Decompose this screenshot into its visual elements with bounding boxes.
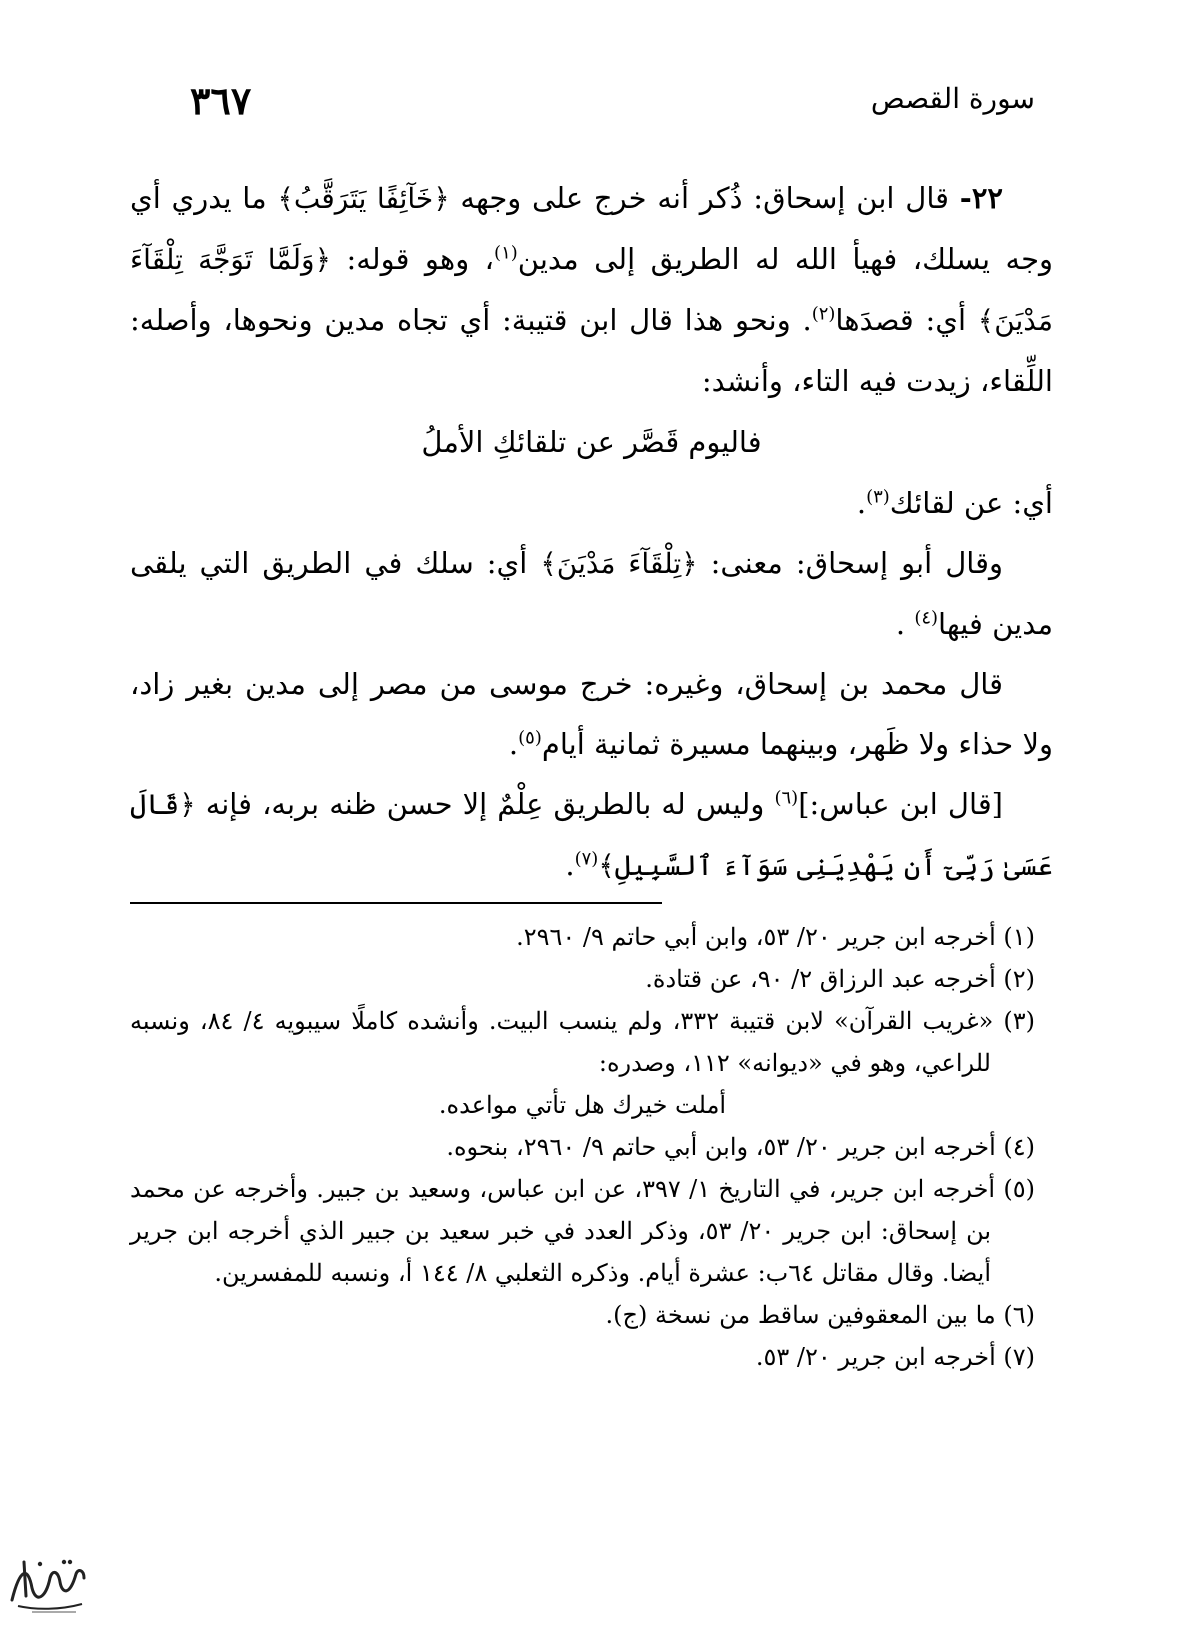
quran-quote: ﴿وَلَمَّا تَوَجَّهَ تِلْقَآءَ مَدْيَنَ﴾ xyxy=(130,243,1053,337)
poetry-verse: فاليوم قَصَّر عن تلقائكِ الأملُ xyxy=(421,425,762,459)
text-run: . ونحو هذا قال ابن قتيبة: أي تجاه مدين ونحوها، وأصله: اللِّقاء، زيدت فيه التاء، وأنشد: xyxy=(130,303,1053,398)
paragraph xyxy=(130,473,1053,533)
paragraph xyxy=(130,533,1053,654)
main-text xyxy=(130,168,1053,896)
quran-quote: ﴿خَآئِفًا يَتَرَقَّبُ﴾ xyxy=(277,182,450,215)
page-number: ٣٦٧ xyxy=(190,78,252,123)
footnote-ref-3: (٣) xyxy=(866,486,890,508)
footnote-2: (٢) أخرجه عبد الرزاق ٢/ ٩٠، عن قتادة. xyxy=(645,965,1035,993)
footnote-divider xyxy=(130,902,662,904)
footnote-5: (٥) أخرجه ابن جرير، في التاريخ ١/ ٣٩٧، عن ابن عباس، وسعيد بن جبير. وأخرجه عن محمد بن إسحاق: ابن جرير ٢٠/ ٥٣، وذكر العدد في خبر سعيد بن جبير الذي أخرجه ابن جرير أيضا. وقال مقاتل ٦٤ب: عشرة أيام. وذكره الثعلبي ٨/ ١٤٤ أ، ونسبه للمفسرين. xyxy=(130,1175,1035,1287)
text-run: . xyxy=(856,486,867,520)
text-run: وليس له بالطريق عِلْمٌ إلا حسن ظنه بربه، فإنه xyxy=(195,787,775,821)
text-run: قال محمد بن إسحاق، وغيره: خرج موسى من مصر إلى مدين بغير زاد، ولا حذاء ولا ظَهر، وبينهما مسيرة ثمانية أيام xyxy=(130,667,1053,761)
text-run: . xyxy=(895,607,915,641)
footnote-ref-2: (٢) xyxy=(811,303,836,325)
footnote-6: (٦) ما بين المعقوفين ساقط من نسخة (ج). xyxy=(605,1301,1035,1329)
footnote-4: (٤) أخرجه ابن جرير ٢٠/ ٥٣، وابن أبي حاتم ٩/ ٢٩٦٠، بنحوه. xyxy=(446,1133,1035,1161)
text-run: . xyxy=(508,727,519,761)
footnote-ref-1: (١) xyxy=(494,242,518,264)
footnote-7: (٧) أخرجه ابن جرير ٢٠/ ٥٣. xyxy=(755,1343,1035,1371)
text-run: [قال ابن عباس:] xyxy=(798,787,1004,821)
paragraph xyxy=(130,774,1053,896)
text-run: . xyxy=(565,848,575,882)
footnote-ref-5: (٥) xyxy=(518,727,542,749)
paragraph-22 xyxy=(130,168,1053,411)
footnote-3: (٣) «غريب القرآن» لابن قتيبة ٣٣٢، ولم ينسب البيت. وأنشده كاملًا سيبويه ٤/ ٨٤، ونسبه للراعي، وهو في «ديوانه» ١١٢، وصدره: xyxy=(130,1007,1035,1077)
text-run: ما يدري أي وجه يسلك، فهيأ الله له الطريق إلى مدين xyxy=(130,181,1054,276)
logo-graphic xyxy=(6,1548,90,1618)
text-run: أي: سلك في الطريق التي يلقى مدين فيها xyxy=(130,546,1053,641)
page-header xyxy=(150,78,1035,132)
verse-number: ٢٢- xyxy=(959,181,1003,215)
footnote-3-verse: أملت خيرك هل تأتي مواعده. xyxy=(438,1091,727,1119)
surah-title: سورة القصص xyxy=(870,82,1035,115)
footnote-ref-6: (٦) xyxy=(774,787,799,809)
text-run: قال ابن إسحاق: ذُكر أنه خرج على وجهه xyxy=(449,181,960,215)
almoshaf-logo-icon xyxy=(6,1548,90,1618)
text-run: أي: قصدَها xyxy=(835,303,978,337)
footnote-ref-7: (٧) xyxy=(574,848,599,870)
quran-quote: ﴿تِلْقَآءَ مَدْيَنَ﴾ xyxy=(540,547,698,580)
paragraph xyxy=(130,654,1053,774)
footnote-ref-4: (٤) xyxy=(914,607,939,629)
footnotes xyxy=(130,916,1035,1378)
quran-quote: ﴿قَالَ عَسَىٰ رَبِّىٓ أَن يَهْدِيَنِى سَوَآءَ ٱلسَّبِيلِ﴾ xyxy=(130,788,1053,882)
footnote-1: (١) أخرجه ابن جرير ٢٠/ ٥٣، وابن أبي حاتم ٩/ ٢٩٦٠. xyxy=(516,923,1035,951)
text-run: أي: عن لقائك xyxy=(889,486,1053,520)
text-run: ، وهو قوله: xyxy=(330,242,495,276)
text-run: وقال أبو إسحاق: معنى: xyxy=(697,546,1003,580)
